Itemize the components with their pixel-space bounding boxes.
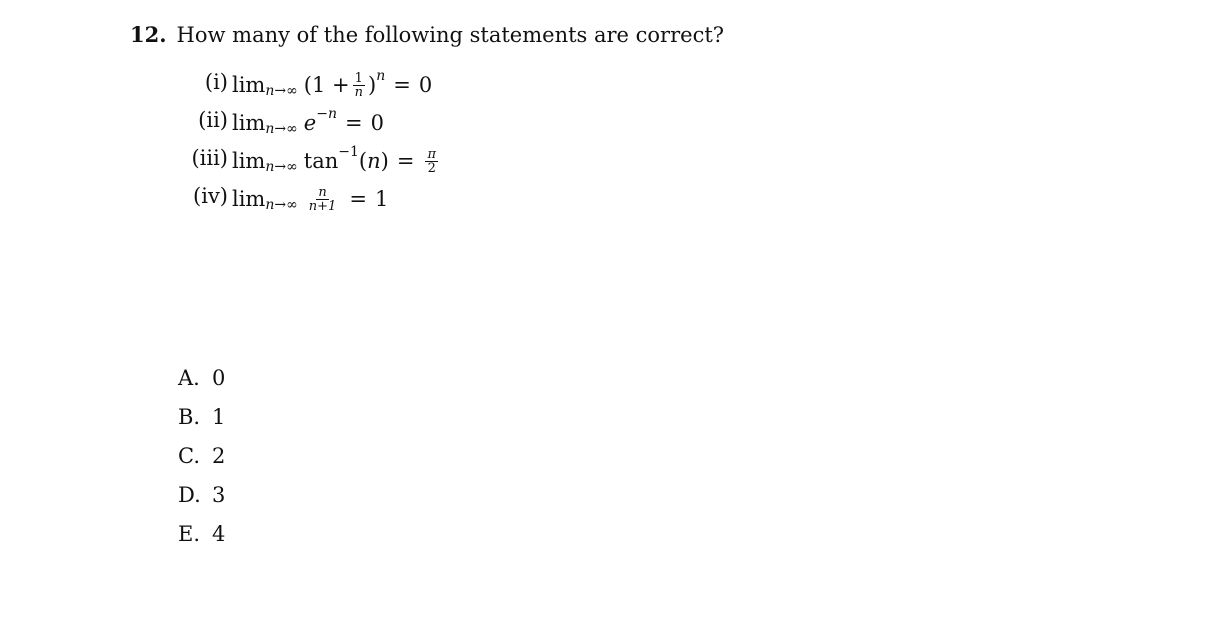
statement-label: (ii) bbox=[198, 108, 228, 132]
lim-operator: lim bbox=[232, 187, 266, 211]
lim-subscript: n→∞ bbox=[265, 159, 298, 175]
statement-iv bbox=[178, 180, 538, 218]
statement-label: (i) bbox=[204, 70, 228, 94]
statement-i bbox=[178, 66, 538, 104]
choice-letter: A. bbox=[178, 366, 200, 390]
statement-formula bbox=[232, 66, 432, 104]
statement-iii bbox=[178, 142, 538, 180]
question-text: How many of the following statements are correct? bbox=[176, 23, 725, 47]
fraction-numerator: n bbox=[318, 184, 327, 200]
equals-sign: = bbox=[344, 111, 363, 135]
choice-b[interactable] bbox=[178, 402, 225, 441]
choice-value: 1 bbox=[212, 405, 226, 429]
base-e: e bbox=[303, 111, 317, 135]
choice-value: 2 bbox=[212, 444, 226, 468]
equals-sign: = bbox=[393, 73, 411, 97]
choice-letter: D. bbox=[178, 483, 201, 507]
choice-value: 0 bbox=[212, 366, 226, 390]
fraction-denominator: 2 bbox=[427, 160, 436, 176]
choice-letter: B. bbox=[178, 405, 201, 429]
exponent: n bbox=[376, 68, 386, 84]
choice-d[interactable] bbox=[178, 480, 225, 519]
equals-sign: = bbox=[396, 149, 415, 173]
fraction bbox=[425, 148, 438, 175]
choice-e[interactable] bbox=[178, 519, 225, 558]
statement-formula bbox=[232, 180, 388, 218]
statement-label: (iv) bbox=[193, 184, 228, 208]
statement-formula bbox=[232, 104, 384, 142]
choice-letter: C. bbox=[178, 444, 200, 468]
exponent: −1 bbox=[338, 144, 359, 160]
function-name: tan bbox=[303, 149, 339, 173]
fraction-numerator: 1 bbox=[354, 70, 363, 86]
statement-formula bbox=[232, 142, 441, 180]
answer-choices bbox=[178, 363, 225, 558]
exponent: −n bbox=[316, 106, 337, 122]
argument: n bbox=[367, 149, 381, 173]
lim-operator: lim bbox=[232, 111, 266, 135]
choice-a[interactable] bbox=[178, 363, 225, 402]
fraction bbox=[307, 186, 339, 213]
fraction bbox=[353, 72, 365, 99]
choice-c[interactable] bbox=[178, 441, 225, 480]
lim-subscript: n→∞ bbox=[265, 197, 298, 213]
statement-list bbox=[178, 66, 538, 218]
statement-ii bbox=[178, 104, 538, 142]
fraction-denominator: n bbox=[354, 84, 363, 100]
fraction-denominator: n+1 bbox=[308, 198, 337, 214]
rhs-value: 1 bbox=[374, 187, 389, 211]
lim-operator: lim bbox=[232, 149, 266, 173]
lim-subscript: n→∞ bbox=[265, 83, 298, 99]
choice-value: 4 bbox=[212, 522, 226, 546]
lim-subscript: n→∞ bbox=[265, 121, 298, 137]
equals-sign: = bbox=[349, 187, 367, 211]
fraction-numerator: π bbox=[427, 146, 437, 162]
rhs-value: 0 bbox=[418, 73, 433, 97]
rhs-value: 0 bbox=[370, 111, 384, 135]
lim-operator: lim bbox=[232, 73, 266, 97]
choice-value: 3 bbox=[212, 483, 226, 507]
choice-letter: E. bbox=[178, 522, 201, 546]
close-paren: ) bbox=[368, 73, 377, 97]
open-paren-term: (1 + bbox=[303, 73, 350, 97]
question-number: 12. bbox=[130, 22, 167, 47]
question-prompt bbox=[130, 20, 724, 50]
statement-label: (iii) bbox=[191, 146, 228, 170]
arg-close-paren: ) bbox=[380, 149, 389, 173]
arg-open-paren: ( bbox=[358, 149, 368, 173]
